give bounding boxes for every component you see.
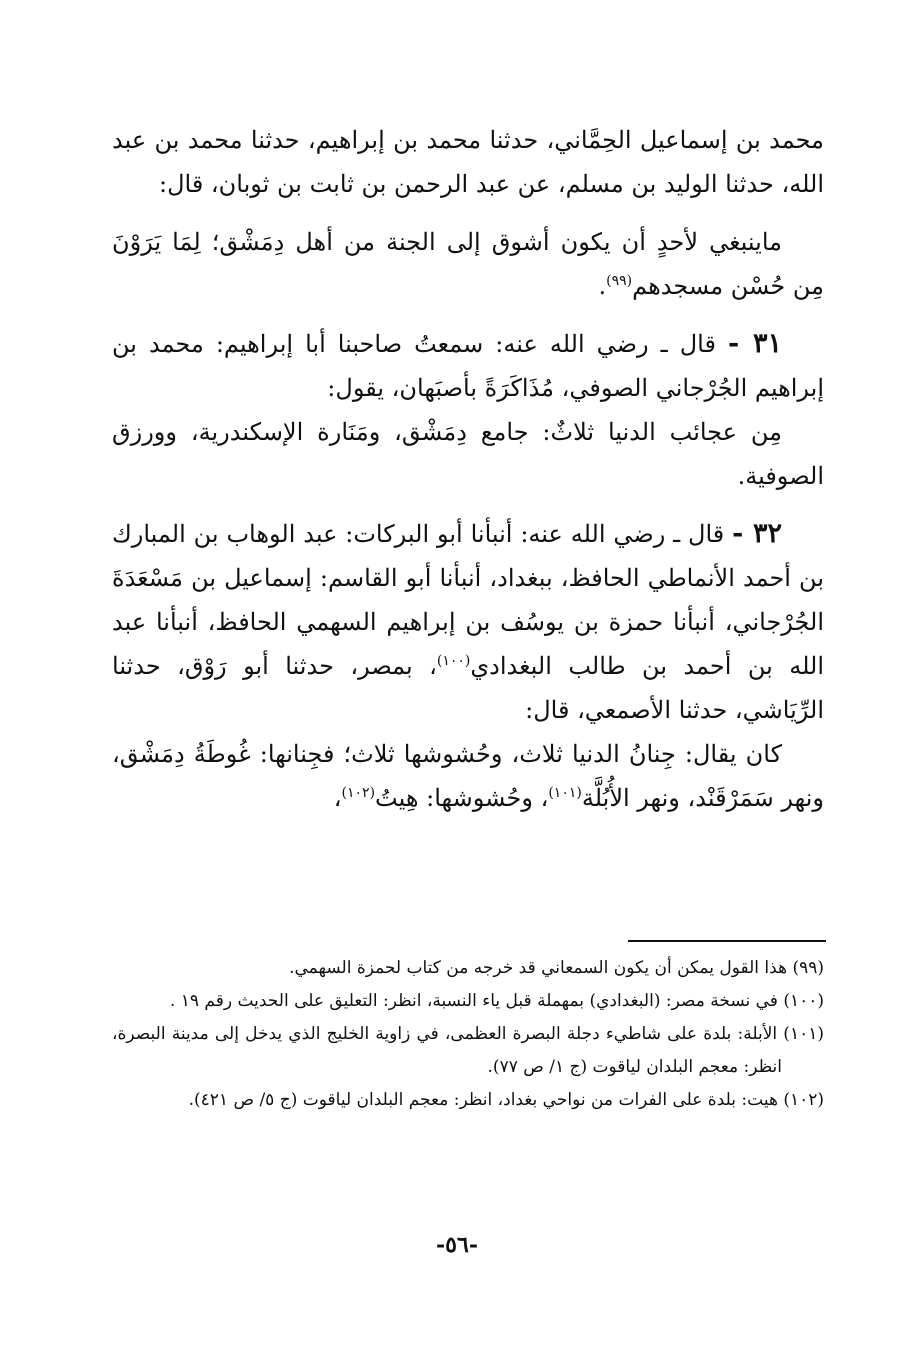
footnote-99: (٩٩) هذا القول يمكن أن يكون السمعاني قد خرجه من كتاب لحمزة السهمي. — [289, 958, 824, 978]
footnote-102: (١٠٢) هيت: بلدة على الفرات من نواحي بغداد، انظر: معجم البلدان لياقوت (ج ٥/ ص ٤٢١). — [188, 1090, 824, 1110]
footnote-100: (١٠٠) في نسخة مصر: (البغدادي) بمهملة قبل ياء النسبة، انظر: التعليق على الحديث رقم ١٩ . — [169, 991, 824, 1011]
main-text — [112, 118, 824, 820]
footnotes — [112, 952, 824, 1117]
intro-paragraph — [112, 118, 824, 206]
item-32-text-a: قال ـ رضي الله عنه: أنبأنا أبو البركات: عبد الوهاب بن المبارك بن أحمد الأنماطي الحافظ، ببغداد، أنبأنا أبو القاسم: إسماعيل بن مَسْعَدَةَ الجُرْجاني، أنبأنا حمزة بن يوسُف بن إبراهيم السهمي الحافظ، أنبأنا عبد الله بن أحمد بن طالب البغدادي — [112, 520, 825, 680]
footnote-101: (١٠١) الأبلة: بلدة على شاطيء دجلة البصرة العظمى، في زاوية الخليج الذي يدخل إلى مدينة البصرة، انظر: معجم البلدان لياقوت (ج ١/ ص ٧٧). — [112, 1024, 824, 1077]
quote1-text: ماينبغي لأحدٍ أن يكون أشوق إلى الجنة من أهل دِمَشْق؛ لِمَا يَرَوْنَ مِن حُسْن مسجدهم — [112, 228, 824, 300]
quote-paragraph-1 — [112, 220, 824, 308]
page-number: -٥٦- — [436, 1232, 478, 1258]
item-32-text-b: ، بمصر، حدثنا أبو رَوْق، حدثنا الرِّيَاشي، حدثنا الأصمعي، قال: — [112, 652, 824, 724]
item-31-number: ٣١ - — [727, 328, 782, 359]
footnote-ref-101: (١٠١) — [548, 785, 582, 801]
quote1-end: . — [598, 272, 607, 300]
intro-text: محمد بن إسماعيل الحِمَّاني، حدثنا محمد بن إبراهيم، حدثنا محمد بن عبد الله، حدثنا الوليد بن مسلم، عن عبد الرحمن بن ثابت بن ثوبان، قال: — [112, 126, 825, 198]
item-31-quote — [112, 410, 824, 498]
footnote-ref-100: (١٠٠) — [436, 653, 471, 669]
footnote-divider — [628, 940, 826, 942]
footnote-ref-102: (١٠٢) — [341, 785, 376, 801]
item-32-paragraph — [112, 512, 824, 732]
item-31-text: قال ـ رضي الله عنه: سمعتُ صاحبنا أبا إبراهيم: محمد بن إبراهيم الجُرْجاني الصوفي، مُذَاكَرَةً بأصبَهان، يقول: — [112, 330, 824, 402]
item-32-quote-b: ، وحُشوشها: هِيتُ — [375, 784, 549, 812]
item-31-paragraph — [112, 322, 824, 410]
item-32-number: ٣٢ - — [732, 518, 782, 549]
item-32-quote — [112, 732, 824, 820]
item-32-quote-c: ، — [333, 784, 342, 812]
item-31-quote-text: مِن عجائب الدنيا ثلاثٌ: جامع دِمَشْق، ومَنَارة الإسكندرية، وورزق الصوفية. — [112, 418, 824, 490]
footnote-ref-99: (٩٩) — [606, 273, 633, 289]
item-32-quote-a: كان يقال: جِنانُ الدنيا ثلاث، وحُشوشها ثلاث؛ فجِنانها: غُوطَةُ دِمَشْق، ونهر سَمَرْقَنْد، ونهر الأُبُلَّة — [112, 740, 824, 812]
